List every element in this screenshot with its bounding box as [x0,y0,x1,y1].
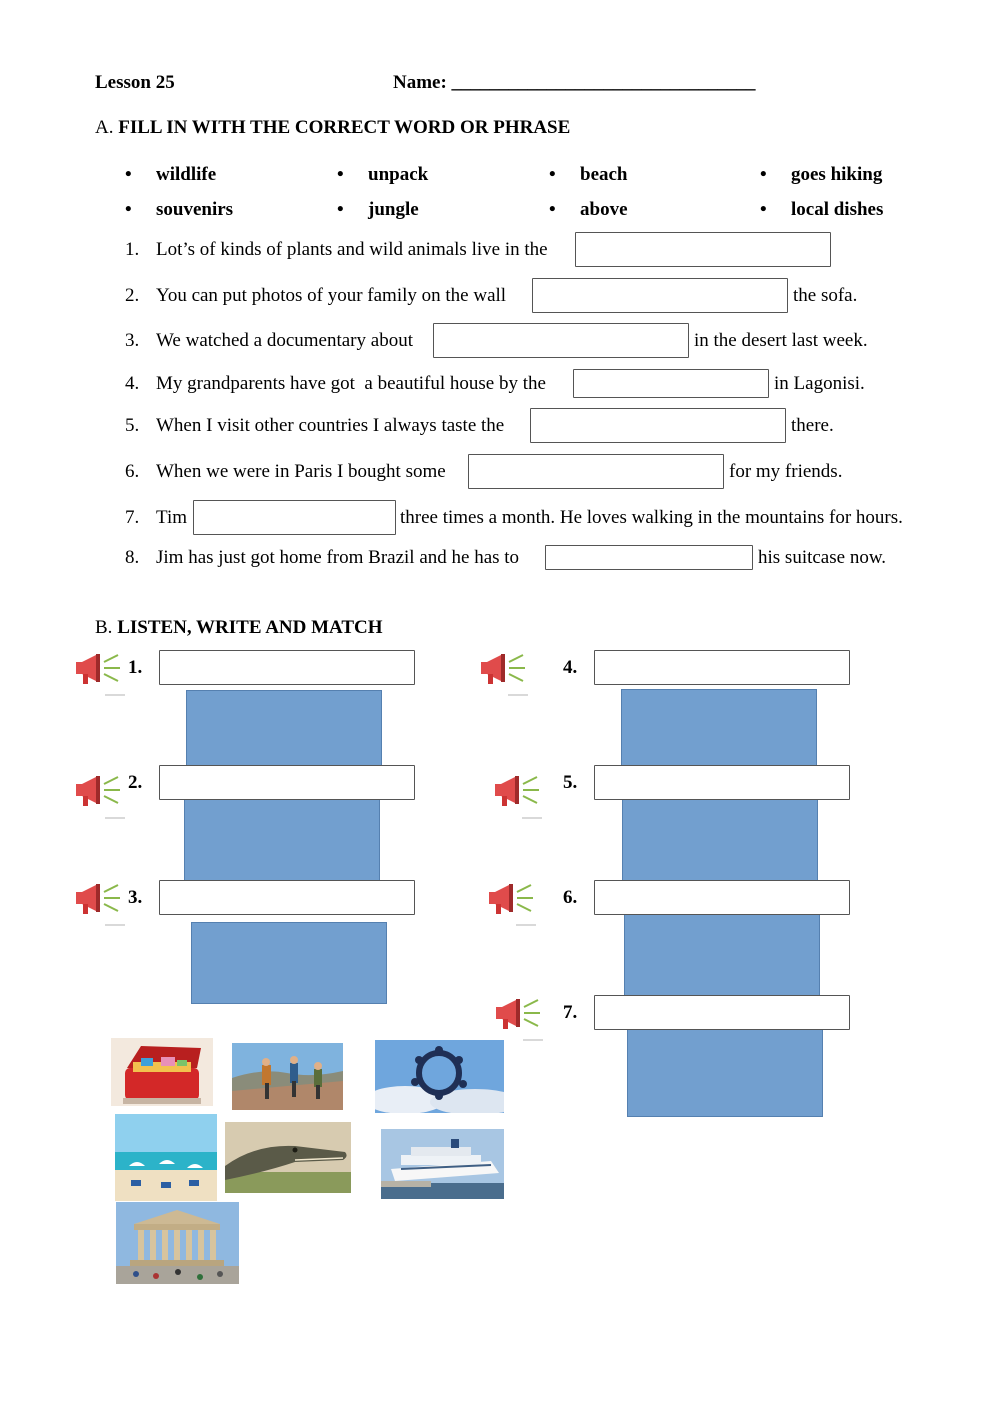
item-number: 3. [128,887,143,908]
item-number: 6. [563,887,578,908]
drop-zone-7[interactable] [627,1027,823,1117]
megaphone-icon[interactable] [494,997,542,1031]
listen-answer-box-7[interactable] [594,995,850,1030]
listen-answer-box-3[interactable] [159,880,415,915]
beach-photo[interactable] [115,1114,217,1201]
item-number: 5. [563,772,578,793]
sentence-text: Jim has just got home from Brazil and he has to [156,547,520,568]
word-bank-item[interactable]: souvenirs [156,199,234,220]
cruise-ship-photo[interactable] [381,1129,504,1199]
megaphone-icon[interactable] [479,652,527,686]
megaphone-icon[interactable] [74,774,122,808]
bullet: • [760,164,767,185]
sentence-number: 4. [125,373,140,394]
bullet: • [125,164,132,185]
section-b-title: B. LISTEN, WRITE AND MATCH [95,617,383,638]
sentence-text: When I visit other countries I always taste the [156,415,505,436]
answer-box-1[interactable] [575,232,831,267]
answer-box-7[interactable] [193,500,396,535]
drop-zone-1[interactable] [186,690,382,770]
parthenon-photo[interactable] [116,1202,239,1284]
megaphone-icon[interactable] [74,652,122,686]
name-field[interactable]: Name: ________________________________ [393,72,756,93]
caption-mark [523,1039,543,1041]
section-a-title: A. FILL IN WITH THE CORRECT WORD OR PHRASE [95,117,571,138]
sentence-text-after: for my friends. [729,461,843,482]
word-bank-item[interactable]: above [580,199,628,220]
answer-box-2[interactable] [532,278,788,313]
sentence-text: Tim [156,507,187,528]
sentence-text-after: in the desert last week. [694,330,868,351]
sentence-text-after: his suitcase now. [758,547,887,568]
word-bank-item[interactable]: local dishes [791,199,884,220]
answer-box-4[interactable] [573,369,769,398]
word-bank-item[interactable]: beach [580,164,628,185]
skydivers-photo[interactable] [375,1040,504,1113]
sentence-number: 3. [125,330,140,351]
item-number: 2. [128,772,143,793]
word-bank-item[interactable]: goes hiking [791,164,883,185]
caption-mark [508,694,528,696]
caption-mark [516,924,536,926]
sentence-number: 8. [125,547,140,568]
item-number: 7. [563,1002,578,1023]
sentence-text: You can put photos of your family on the wall [156,285,507,306]
crocodile-photo[interactable] [225,1122,351,1193]
sentence-number: 6. [125,461,140,482]
bullet: • [549,199,556,220]
megaphone-icon[interactable] [74,882,122,916]
listen-answer-box-6[interactable] [594,880,850,915]
drop-zone-6[interactable] [624,913,820,997]
item-number: 4. [563,657,578,678]
sentence-text-after: in Lagonisi. [774,373,865,394]
megaphone-icon[interactable] [487,882,535,916]
sentence-text-after: the sofa. [793,285,858,306]
sentence-number: 5. [125,415,140,436]
sentence-number: 1. [125,239,140,260]
suitcase-photo[interactable] [111,1038,213,1106]
word-bank-item[interactable]: wildlife [156,164,217,185]
sentence-text: We watched a documentary about [156,330,413,351]
sentence-text-after: there. [791,415,834,436]
bullet: • [549,164,556,185]
caption-mark [105,924,125,926]
sentence-text: When we were in Paris I bought some [156,461,446,482]
bullet: • [337,199,344,220]
hikers-photo[interactable] [232,1043,343,1110]
answer-box-6[interactable] [468,454,724,489]
megaphone-icon[interactable] [493,774,541,808]
lesson-label: Lesson 25 [95,72,175,93]
drop-zone-3[interactable] [191,922,387,1004]
sentence-number: 7. [125,507,140,528]
answer-box-3[interactable] [433,323,689,358]
caption-mark [522,817,542,819]
word-bank-item[interactable]: unpack [368,164,429,185]
drop-zone-2[interactable] [184,798,380,882]
answer-box-8[interactable] [545,545,753,570]
sentence-text: My grandparents have got a beautiful house by the [156,373,546,394]
listen-answer-box-1[interactable] [159,650,415,685]
caption-mark [105,694,125,696]
sentence-text: Lot’s of kinds of plants and wild animals live in the [156,239,548,260]
item-number: 1. [128,657,143,678]
listen-answer-box-5[interactable] [594,765,850,800]
bullet: • [125,199,132,220]
sentence-text-after: three times a month. He loves walking in the mountains for hours. [400,507,903,528]
word-bank-item[interactable]: jungle [368,199,419,220]
drop-zone-5[interactable] [622,798,818,882]
drop-zone-4[interactable] [621,689,817,769]
listen-answer-box-2[interactable] [159,765,415,800]
sentence-number: 2. [125,285,140,306]
caption-mark [105,817,125,819]
bullet: • [760,199,767,220]
bullet: • [337,164,344,185]
answer-box-5[interactable] [530,408,786,443]
listen-answer-box-4[interactable] [594,650,850,685]
